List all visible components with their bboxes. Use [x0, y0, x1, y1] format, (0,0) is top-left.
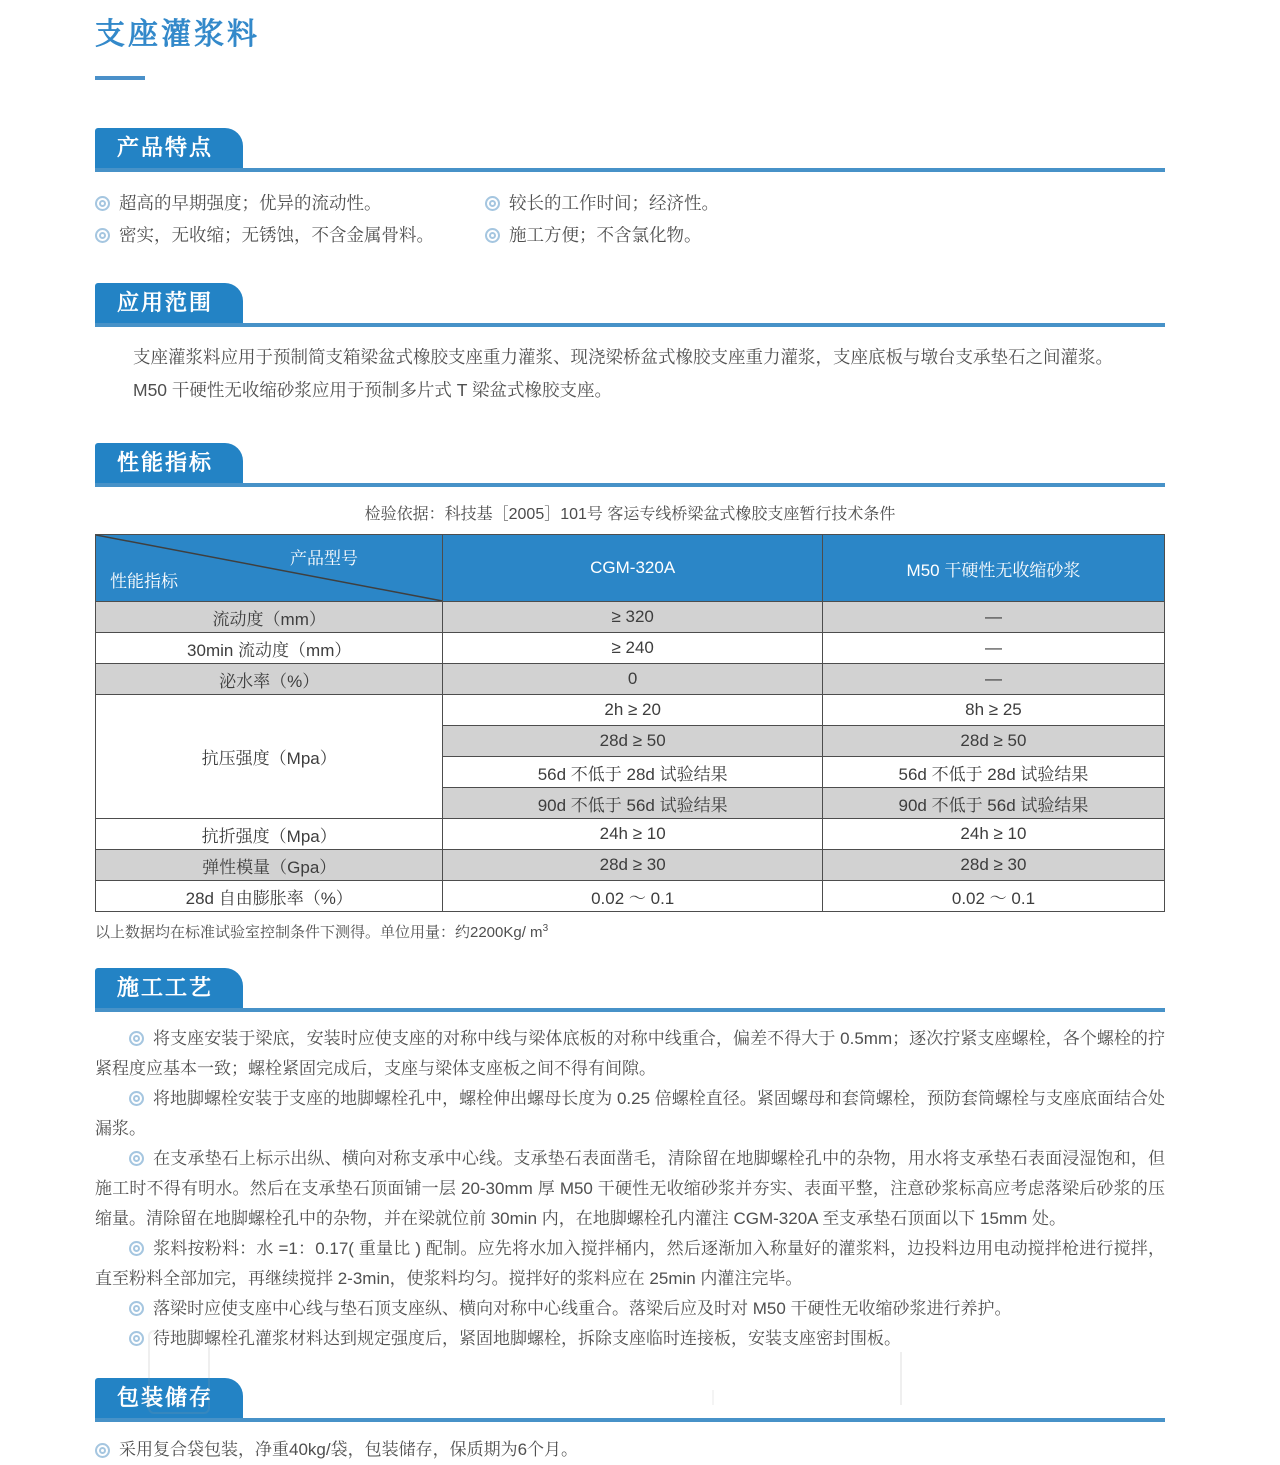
row-label: 30min 流动度（mm） [96, 633, 443, 664]
feature-text: 超高的早期强度；优异的流动性。 [119, 193, 382, 213]
ring-bullet-icon [95, 1443, 110, 1458]
table-row [96, 602, 1165, 633]
cell-m50: — [822, 633, 1164, 664]
feature-text: 密实，无收缩；无锈蚀，不含金属骨料。 [119, 225, 434, 245]
features-list [95, 188, 1165, 251]
row-label: 弹性模量（Gpa） [96, 850, 443, 881]
cell-m50: — [822, 602, 1164, 633]
cell-m50: 28d ≥ 50 [822, 726, 1164, 757]
performance-table [95, 534, 1165, 912]
ring-bullet-icon [485, 196, 500, 211]
cell-cgm: 28d ≥ 50 [443, 726, 822, 757]
list-item [95, 1234, 1165, 1294]
table-row [96, 664, 1165, 695]
cell-m50: 0.02 ～ 0.1 [822, 881, 1164, 912]
step-text: 将支座安装于梁底，安装时应使支座的对称中线与梁体底板的对称中线重合，偏差不得大于 0.5mm；逐次拧紧支座螺栓，各个螺栓的拧紧程度应基本一致；螺栓紧固完成后，支座与梁体支座板之间不得有间隙。 [95, 1029, 1165, 1078]
cell-cgm: 2h ≥ 20 [443, 695, 822, 726]
step-text: 在支承垫石上标示出纵、横向对称支承中心线。支承垫石表面凿毛，清除留在地脚螺栓孔中的杂物，用水将支承垫石表面浸湿饱和，但施工时不得有明水。然后在支承垫石顶面铺一层 20-30mm 厚 M50 干硬性无收缩砂浆并夯实、表面平整，注意砂浆标高应考虑落梁后砂浆的压缩量。清除留在地脚螺栓孔中的杂物，并在梁就位前 30min 内，在地脚螺栓孔内灌注 CGM-320A 至支承垫石顶面以下 15mm 处。 [95, 1149, 1165, 1228]
footnote-superscript: 3 [542, 923, 549, 934]
list-item [485, 220, 1165, 251]
cell-m50: 8h ≥ 25 [822, 695, 1164, 726]
feature-text: 较长的工作时间；经济性。 [509, 193, 719, 213]
section-tab-packaging: 包装储存 [95, 1378, 243, 1418]
footnote-text: 以上数据均在标准试验室控制条件下测得。单位用量：约2200Kg/ m [95, 924, 543, 941]
list-item [95, 1294, 1165, 1324]
cell-cgm: 0 [443, 664, 822, 695]
cell-m50: — [822, 664, 1164, 695]
page-title: 支座灌浆料 [95, 18, 260, 51]
list-item [95, 1144, 1165, 1234]
section-header-performance [95, 443, 1165, 487]
table-row [96, 881, 1165, 912]
page-content [95, 0, 1165, 1465]
title-underline [95, 76, 145, 80]
packaging-text: 采用复合袋包装，净重40kg/袋，包装储存，保质期为6个月。 [119, 1440, 579, 1459]
cell-cgm: 0.02 ～ 0.1 [443, 881, 822, 912]
section-tab-performance: 性能指标 [95, 443, 243, 483]
cell-m50: 24h ≥ 10 [822, 819, 1164, 850]
row-label: 泌水率（%） [96, 664, 443, 695]
cell-m50: 90d 不低于 56d 试验结果 [822, 788, 1164, 819]
cell-cgm: 24h ≥ 10 [443, 819, 822, 850]
row-label: 28d 自由膨胀率（%） [96, 881, 443, 912]
ring-bullet-icon [129, 1031, 144, 1046]
table-row [96, 850, 1165, 881]
section-tab-construction: 施工工艺 [95, 968, 243, 1008]
column-header-m50: M50 干硬性无收缩砂浆 [822, 535, 1164, 602]
ring-bullet-icon [129, 1151, 144, 1166]
section-tab-application: 应用范围 [95, 283, 243, 323]
list-item [485, 188, 1165, 219]
table-row [96, 695, 1165, 726]
step-text: 落梁时应使支座中心线与垫石顶支座纵、横向对称中心线重合。落梁后应及时对 M50 干硬性无收缩砂浆进行养护。 [153, 1299, 1012, 1318]
cell-cgm: 90d 不低于 56d 试验结果 [443, 788, 822, 819]
cell-m50: 28d ≥ 30 [822, 850, 1164, 881]
table-row [96, 633, 1165, 664]
cell-cgm: 28d ≥ 30 [443, 850, 822, 881]
ring-bullet-icon [485, 228, 500, 243]
row-label-compressive-strength: 抗压强度（Mpa） [96, 695, 443, 819]
cell-cgm: ≥ 240 [443, 633, 822, 664]
section-header-features [95, 128, 1165, 172]
list-item [95, 1084, 1165, 1144]
step-text: 待地脚螺栓孔灌浆材料达到规定强度后，紧固地脚螺栓，拆除支座临时连接板，安装支座密封围板。 [153, 1329, 901, 1348]
row-label: 流动度（mm） [96, 602, 443, 633]
section-header-construction [95, 968, 1165, 1012]
application-text [95, 341, 1165, 407]
section-header-packaging [95, 1378, 1165, 1422]
section-tab-features: 产品特点 [95, 128, 243, 168]
ring-bullet-icon [129, 1301, 144, 1316]
step-text: 浆料按粉料：水 =1：0.17( 重量比 ) 配制。应先将水加入搅拌桶内，然后逐渐加入称量好的灌浆料，边投料边用电动搅拌枪进行搅拌，直至粉料全部加完，再继续搅拌 2-3min，使浆料均匀。搅拌好的浆料应在 25min 内灌注完毕。 [95, 1239, 1165, 1288]
cell-m50: 56d 不低于 28d 试验结果 [822, 757, 1164, 788]
list-item [95, 188, 485, 219]
list-item [95, 220, 485, 251]
step-text: 将地脚螺栓安装于支座的地脚螺栓孔中，螺栓伸出螺母长度为 0.25 倍螺栓直径。紧固螺母和套筒螺栓，预防套筒螺栓与支座底面结合处漏浆。 [95, 1089, 1165, 1138]
packaging-note [95, 1435, 1165, 1465]
ring-bullet-icon [129, 1331, 144, 1346]
construction-steps [95, 1024, 1165, 1354]
ring-bullet-icon [95, 196, 110, 211]
ring-bullet-icon [129, 1241, 144, 1256]
ring-bullet-icon [129, 1091, 144, 1106]
test-basis-text: 检验依据：科技基［2005］101号 客运专线桥梁盆式橡胶支座暂行技术条件 [364, 506, 896, 523]
corner-label-product-model: 产品型号 [289, 549, 358, 568]
list-item [95, 1024, 1165, 1084]
section-header-application [95, 283, 1165, 327]
ring-bullet-icon [95, 228, 110, 243]
application-paragraph: M50 干硬性无收缩砂浆应用于预制多片式 T 梁盆式橡胶支座。 [133, 380, 613, 400]
table-footnote [95, 921, 1165, 942]
row-label: 抗折强度（Mpa） [96, 819, 443, 850]
application-paragraph: 支座灌浆料应用于预制简支箱梁盆式橡胶支座重力灌浆、现浇梁桥盆式橡胶支座重力灌浆，支座底板与墩台支承垫石之间灌浆。 [133, 347, 1113, 367]
cell-cgm: 56d 不低于 28d 试验结果 [443, 757, 822, 788]
table-row [96, 819, 1165, 850]
cell-cgm: ≥ 320 [443, 602, 822, 633]
corner-label-performance-index: 性能指标 [110, 572, 178, 591]
column-header-cgm: CGM-320A [443, 535, 822, 602]
feature-text: 施工方便；不含氯化物。 [509, 225, 702, 245]
list-item [95, 1324, 1165, 1354]
table-corner-cell [96, 535, 443, 602]
